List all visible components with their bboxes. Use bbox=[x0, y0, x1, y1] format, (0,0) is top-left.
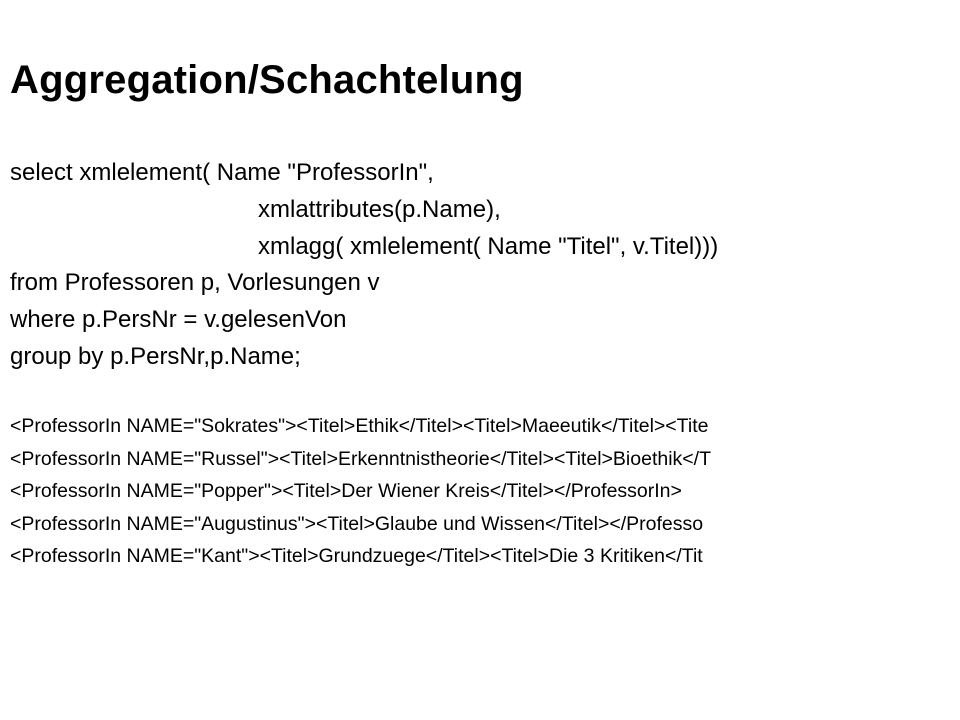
slide-title: Aggregation/Schachtelung bbox=[10, 58, 524, 102]
xml-result-line: <ProfessorIn NAME="Augustinus"><Titel>Glaube und Wissen</Titel></Professo bbox=[10, 512, 704, 535]
sql-query bbox=[10, 155, 718, 376]
xml-result-line: <ProfessorIn NAME="Sokrates"><Titel>Ethik</Titel><Titel>Maeeutik</Titel><Tite bbox=[10, 415, 709, 437]
sql-line-group-by: group by p.PersNr,p.Name; bbox=[10, 342, 301, 370]
xml-result bbox=[10, 410, 960, 573]
sql-line-where: where p.PersNr = v.gelesenVon bbox=[10, 306, 347, 334]
xml-result-line: <ProfessorIn NAME="Russel"><Titel>Erkenntnistheorie</Titel><Titel>Bioethik</T bbox=[10, 447, 712, 470]
sql-line-select: select xmlelement( Name "ProfessorIn", bbox=[10, 159, 434, 186]
xml-result-line: <ProfessorIn NAME="Kant"><Titel>Grundzuege</Titel><Titel>Die 3 Kritiken</Tit bbox=[10, 545, 703, 567]
sql-line-from: from Professoren p, Vorlesungen v bbox=[10, 269, 380, 297]
sql-line-xmlagg: xmlagg( xmlelement( Name "Titel", v.Titel))) bbox=[258, 232, 719, 260]
xml-result-line: <ProfessorIn NAME="Popper"><Titel>Der Wiener Kreis</Titel></ProfessorIn> bbox=[10, 480, 682, 502]
sql-line-xmlattributes: xmlattributes(p.Name), bbox=[258, 195, 501, 223]
